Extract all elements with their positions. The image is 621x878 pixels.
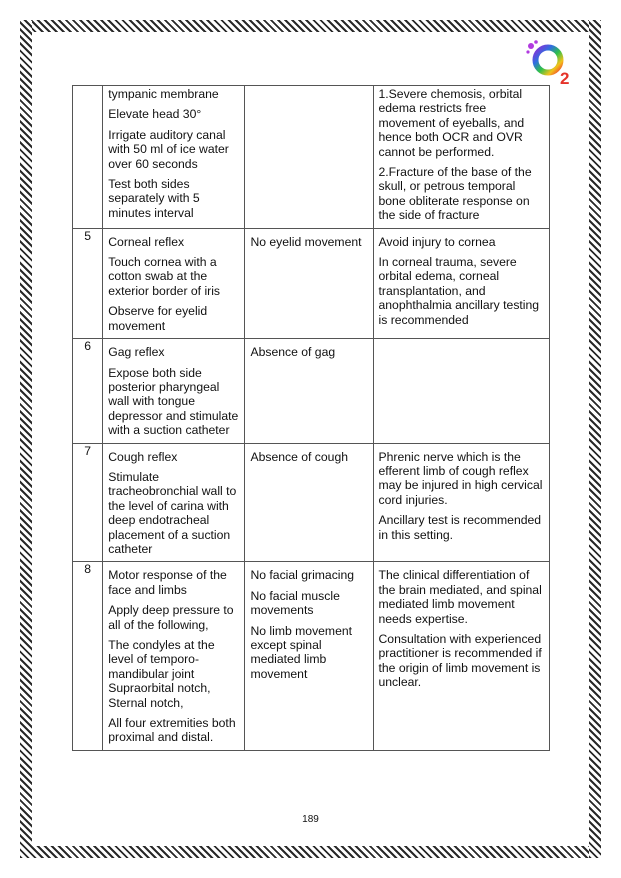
- procedure-text: Observe for eyelid movement: [108, 304, 208, 333]
- procedure-title: Motor response of the face and limbs: [108, 568, 227, 597]
- remarks-cell: [373, 562, 550, 750]
- procedure-text: tympanic membrane: [108, 87, 219, 101]
- table-row: [73, 443, 550, 562]
- remarks-text: Phrenic nerve which is the efferent limb of cough reflex may be injured in high cervical cord injuries.: [378, 449, 543, 507]
- remarks-text: 1.Severe chemosis, orbital edema restricts free movement of eyeballs, and hence both OCR and OVR cannot be performed.: [378, 87, 525, 159]
- procedure-text: Expose both side posterior pharyngeal wall with tongue depressor and stimulate with a suction catheter: [108, 365, 239, 438]
- finding-cell: [245, 228, 373, 338]
- row-number: 8: [73, 562, 103, 750]
- remarks-text: The clinical differentiation of the brain mediated, and spinal mediated limb movement needs expertise.: [378, 568, 542, 626]
- procedure-cell: [103, 339, 245, 443]
- finding-cell: [245, 562, 373, 750]
- procedure-title: Cough reflex: [108, 449, 178, 464]
- page-border-left: [20, 20, 32, 858]
- table-row: [73, 228, 550, 338]
- page-border-right: [589, 20, 601, 858]
- table-row: [73, 562, 550, 750]
- remarks-cell: [373, 339, 550, 443]
- remarks-text: Consultation with experienced practitioner is recommended if the origin of limb movement is unclear.: [378, 632, 542, 690]
- remarks-cell: [373, 228, 550, 338]
- remarks-cell: [373, 443, 550, 562]
- finding-text: No limb movement except spinal mediated limb movement: [250, 623, 353, 681]
- row-number: 5: [73, 228, 103, 338]
- svg-text:2: 2: [560, 69, 570, 88]
- o2-logo: [522, 38, 578, 88]
- procedure-text: Elevate head 30°: [108, 107, 202, 122]
- finding-cell: [245, 443, 373, 562]
- procedure-cell: [103, 443, 245, 562]
- table-row: [73, 86, 550, 229]
- row-number: 7: [73, 443, 103, 562]
- procedure-cell: [103, 86, 245, 229]
- remarks-cell: [373, 86, 550, 229]
- procedure-text: Irrigate auditory canal with 50 ml of ice water over 60 seconds: [108, 127, 229, 171]
- procedure-text: Test both sides separately with 5 minutes interval: [108, 177, 200, 220]
- finding-cell: [245, 339, 373, 443]
- remarks-text: In corneal trauma, severe orbital edema, corneal transplantation, and anophthalmia ancillary testing is recommended: [378, 255, 540, 327]
- finding-text: No facial grimacing: [250, 568, 355, 583]
- procedure-text: All four extremities both proximal and distal.: [108, 716, 236, 745]
- finding-text: Absence of cough: [250, 449, 349, 464]
- clinical-test-table: [72, 85, 550, 751]
- table-row: [73, 339, 550, 443]
- remarks-text: Avoid injury to cornea: [378, 234, 496, 249]
- procedure-title: Corneal reflex: [108, 234, 185, 249]
- page-number: 189: [302, 814, 319, 825]
- remarks-text: Ancillary test is recommended in this setting.: [378, 513, 542, 542]
- row-number: [73, 86, 103, 229]
- procedure-cell: [103, 228, 245, 338]
- page-border-top: [20, 20, 601, 32]
- procedure-text: The condyles at the level of temporo-mandibular joint Supraorbital notch, Sternal notch,: [108, 638, 215, 710]
- page-border-bottom: [20, 846, 601, 858]
- procedure-text: Touch cornea with a cotton swab at the exterior border of iris: [108, 255, 221, 298]
- procedure-cell: [103, 562, 245, 750]
- finding-text: No facial muscle movements: [250, 588, 340, 618]
- finding-cell: [245, 86, 373, 229]
- procedure-title: Gag reflex: [108, 345, 165, 360]
- finding-text: No eyelid movement: [250, 234, 362, 249]
- procedure-text: Stimulate tracheobronchial wall to the level of carina with deep endotracheal placement of a suction catheter: [108, 469, 237, 556]
- procedure-text: Apply deep pressure to all of the following,: [108, 603, 234, 632]
- row-number: 6: [73, 339, 103, 443]
- finding-text: Absence of gag: [250, 345, 336, 360]
- remarks-text: 2.Fracture of the base of the skull, or petrous temporal bone obliterate response on the side of fracture: [378, 165, 532, 223]
